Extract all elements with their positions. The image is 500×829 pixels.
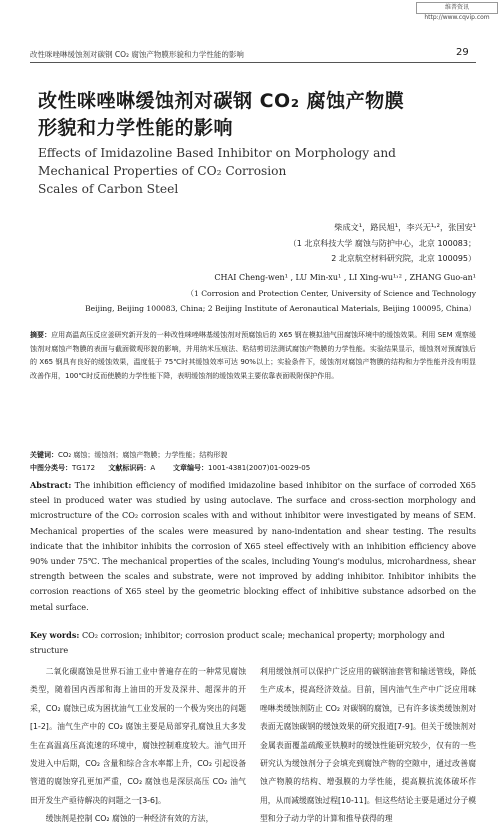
keywords-cn-label: 关键词： — [30, 451, 58, 459]
affiliations-cn — [160, 237, 476, 266]
affiliation-cn-2: 2 北京航空材料研究院，北京 100095） — [331, 253, 476, 263]
abstract-en-label: Abstract: — [30, 480, 72, 490]
clc-value: TG172 — [72, 464, 96, 472]
abstract-en — [30, 478, 476, 615]
body-paragraph: 缓蚀剂是控制 CO₂ 腐蚀的一种经济有效的方法， — [45, 814, 214, 824]
body-paragraph: 利用缓蚀剂可以保护广泛应用的碳钢油套管和输送管线，降低生产成本，提高经济效益。目前，国内油气生产中广泛应用咪唑啉类缓蚀剂防止 CO₂ 对碳钢的腐蚀，已有许多该类缓蚀剂对表面无腐蚀碳钢的缓蚀效果的研究报道[7-9]。但关于缓蚀剂对金属表面覆盖疏酸亚铁膜时的缓蚀性能研究较少，仅有的一些研究认为缓蚀剂分子会填充到腐蚀产物的空隙中，通过改善腐蚀产物膜的结构、增强膜的力学性能，提高膜抗流体破坏作用，从而减缓腐蚀过程[10-11]。但这些结论主要是通过分子模型和分子动力学的计算和推导获得的理 — [260, 667, 476, 824]
abstract-cn — [30, 329, 476, 383]
affiliation-en-2: Beijing, Beijing 100083, China; 2 Beijing Institute of Aeronautical Materials, Beijing 100095, China） — [85, 303, 476, 313]
affiliation-en-1: （1 Corrosion and Protection Center, University of Science and Technology — [186, 289, 476, 298]
header-rule — [30, 62, 476, 63]
body-column-right — [260, 663, 476, 829]
keywords-cn — [30, 450, 476, 460]
abstract-en-text: The inhibition efficiency of modified imidazoline based inhibitor on the surface of corroded X65 steel in produced water was studied by using autoclave. The surface and cross-section morphology and microstructure of the CO₂ corrosion scales with and without inhibitor were investigated by means of SEM. Mechanical properties of the scales were measured by nano-indentation and shear testing. The results indicate that the inhibitor inhibits the corrosion of X65 steel effectively with an inhibition efficiency above 90% under 75℃. The mechanical properties of the scales, including Young's modulus, microhardness, shear strength between the scales and substrate, were not improved by adding inhibitor. Inhibitor inhibits the corrosion reactions of X65 steel by the geometric blocking effect of inhibitive substance adsorbed on the metal surface. — [30, 480, 476, 612]
article-id-label: 文章编号： — [173, 464, 209, 472]
abstract-cn-label: 摘要： — [30, 331, 52, 339]
authors-cn: 柴成文¹，路民旭¹，李兴无¹˒²，张国安¹ — [334, 222, 476, 232]
affiliation-cn-1: （1 北京科技大学 腐蚀与防护中心，北京 100083； — [288, 239, 476, 248]
keywords-en — [30, 628, 476, 658]
running-header: 改性咪唑啉缓蚀剂对碳钢 CO₂ 腐蚀产物膜形貌和力学性能的影响 — [30, 50, 244, 59]
body-column-left — [30, 663, 246, 829]
page-number: 29 — [456, 47, 469, 58]
title-cn-line2: 形貌和力学性能的影响 — [38, 117, 234, 139]
title-cn — [38, 88, 478, 142]
keywords-en-text: CO₂ corrosion; inhibitor; corrosion product scale; mechanical property; morphology and structure — [30, 630, 445, 656]
title-en-line2: Mechanical Properties of CO₂ Corrosion — [38, 164, 287, 178]
authors-en: CHAI Cheng-wen¹ , LU Min-xu¹ , LI Xing-wu¹˒² , ZHANG Guo-an¹ — [214, 273, 476, 282]
doc-code-value: A — [150, 464, 156, 472]
title-cn-line1: 改性咪唑啉缓蚀剂对碳钢 CO₂ 腐蚀产物膜 — [38, 90, 405, 112]
title-en — [38, 144, 478, 198]
title-en-line1: Effects of Imidazoline Based Inhibitor on Morphology and — [38, 146, 396, 160]
title-en-line3: Scales of Carbon Steel — [38, 182, 179, 196]
affiliations-en — [30, 287, 476, 316]
classification-line — [30, 463, 476, 473]
source-stamp: 维普资讯 http://www.cqvip.com — [416, 2, 498, 14]
article-id-value: 1001-4381(2007)01-0029-05 — [208, 464, 311, 472]
keywords-en-label: Key words: — [30, 630, 80, 640]
keywords-cn-text: CO₂ 腐蚀；缓蚀剂；腐蚀产物膜；力学性能；结构形貌 — [58, 451, 228, 459]
abstract-cn-text: 应用高温高压反应釜研究新开发的一种改性咪唑啉基缓蚀剂对预腐蚀后的 X65 钢在模拟油气田腐蚀环境中的缓蚀效果。利用 SEM 观察缓蚀剂对腐蚀产物膜的表面与截面微观形貌的影响，并用纳米压痕法、粘结剪切法测试腐蚀产物膜的力学性能。实验结果显示，缓蚀剂对预腐蚀后的 X65 钢具有良好的缓蚀效果，温度低于 75℃时其缓蚀效率可达 90%以上；实验条件下，缓蚀剂对腐蚀产物膜的结构和力学性能并没有明显改善作用，100℃时反而使膜的力学性能下降，表明缓蚀剂的缓蚀效果主要依靠表面吸附保护作用。 — [30, 331, 476, 380]
body-paragraph: 二氧化碳腐蚀是世界石油工业中普遍存在的一种常见腐蚀类型，随着国内西部和海上油田的开发及深井、超深井的开采，CO₂ 腐蚀已成为困扰油气工业发展的一个极为突出的问题[1-2]。油气生产中的 CO₂ 腐蚀主要是局部穿孔腐蚀且大多发生在高温高压高流速的环境中，腐蚀控制难度较大。油气田开发进入中后期，CO₂ 含量和综合含水率都上升，CO₂ 引起设备管道的腐蚀穿孔更加严重，CO₂ 腐蚀也是深层高压 CO₂ 油气田开发生产亟待解决的问题之一[3-6]。 — [30, 667, 246, 805]
clc-label: 中图分类号： — [30, 464, 72, 472]
doc-code-label: 文献标识码： — [108, 464, 151, 472]
